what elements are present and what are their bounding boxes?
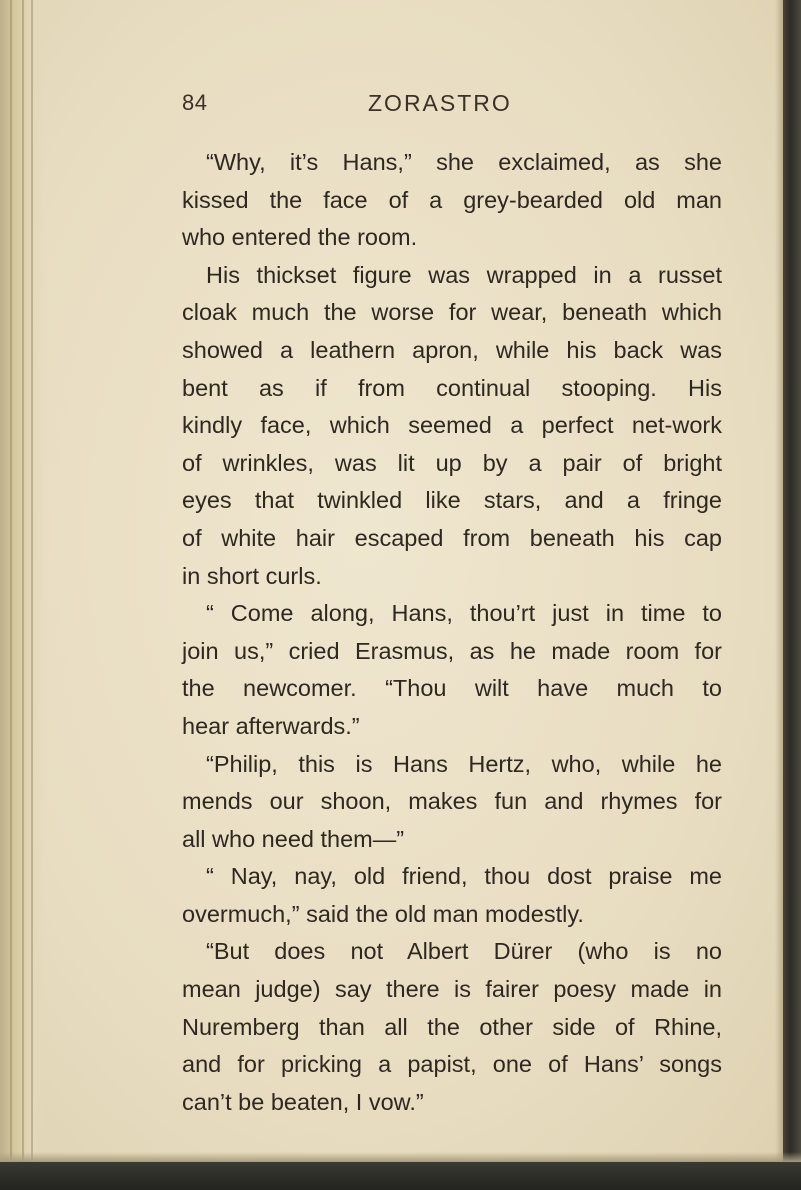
text-line: join us,” cried Erasmus, as he made room for bbox=[182, 637, 722, 664]
page-bottom-shadow bbox=[0, 1152, 801, 1162]
text-line: Nuremberg than all the other side of Rhine, bbox=[182, 1013, 722, 1040]
text-line: mends our shoon, makes fun and rhymes for bbox=[182, 788, 722, 815]
text-line: overmuch,” said the old man modestly. bbox=[182, 900, 584, 927]
text-line: eyes that twinkled like stars, and a fringe bbox=[182, 487, 722, 514]
text-line: “ Nay, nay, old friend, thou dost praise me bbox=[206, 863, 722, 890]
text-line: the newcomer. “Thou wilt have much to bbox=[182, 675, 722, 702]
text-line: “Philip, this is Hans Hertz, who, while he bbox=[206, 750, 722, 777]
text-line: of white hair escaped from beneath his cap bbox=[182, 524, 722, 551]
page-number: 84 bbox=[182, 90, 208, 115]
text-line: “Why, it’s Hans,” she exclaimed, as she bbox=[206, 149, 722, 175]
text-line: of wrinkles, was lit up by a pair of bright bbox=[182, 449, 722, 476]
page-bottom-dark-edge bbox=[0, 1162, 801, 1190]
page-left-binding-edge bbox=[0, 0, 46, 1190]
text-line: kindly face, which seemed a perfect net-work bbox=[182, 412, 722, 439]
text-line: bent as if from continual stooping. His bbox=[182, 374, 722, 401]
page-header bbox=[182, 90, 722, 126]
page-right-shadow bbox=[775, 0, 783, 1190]
text-line: cloak much the worse for wear, beneath which bbox=[182, 299, 722, 326]
text-line: showed a leathern apron, while his back was bbox=[182, 336, 722, 363]
text-line: can’t be beaten, I vow.” bbox=[182, 1088, 424, 1115]
running-head: ZORASTRO bbox=[368, 90, 512, 116]
text-line: hear afterwards.” bbox=[182, 712, 360, 739]
text-line: mean judge) say there is fairer poesy made in bbox=[182, 976, 722, 1003]
page-right-dark-edge bbox=[783, 0, 801, 1190]
text-line: His thickset figure was wrapped in a russet bbox=[206, 261, 722, 288]
text-line: who entered the room. bbox=[182, 224, 418, 251]
text-line: and for pricking a papist, one of Hans’ songs bbox=[182, 1051, 722, 1078]
text-line: all who need them—” bbox=[182, 825, 405, 852]
text-line: kissed the face of a grey-bearded old man bbox=[182, 186, 722, 213]
body-text bbox=[182, 144, 722, 1121]
text-line: “ Come along, Hans, thou’rt just in time to bbox=[206, 600, 722, 627]
text-line: in short curls. bbox=[182, 562, 322, 589]
text-line: “But does not Albert Dürer (who is no bbox=[206, 938, 722, 965]
